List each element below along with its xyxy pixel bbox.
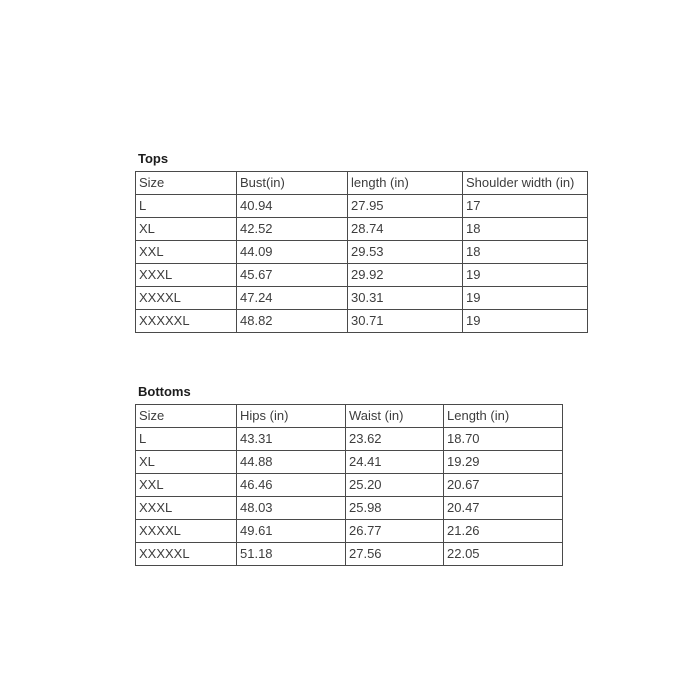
table-row <box>136 218 588 241</box>
table-cell: XL <box>136 218 237 241</box>
table-row <box>136 241 588 264</box>
table-header-row <box>136 172 588 195</box>
column-header: Size <box>136 405 237 428</box>
table-cell: 18 <box>463 241 588 264</box>
table-cell: XXXXL <box>136 520 237 543</box>
table-cell: 51.18 <box>237 543 346 566</box>
table-cell: 19 <box>463 287 588 310</box>
table-cell: L <box>136 428 237 451</box>
table-cell: 21.26 <box>444 520 563 543</box>
table-cell: 18.70 <box>444 428 563 451</box>
table-cell: 27.56 <box>346 543 444 566</box>
table-cell: 18 <box>463 218 588 241</box>
table-cell: 44.09 <box>237 241 348 264</box>
table-cell: 47.24 <box>237 287 348 310</box>
table-cell: 30.31 <box>348 287 463 310</box>
table-cell: XXXXXL <box>136 543 237 566</box>
table-cell: 44.88 <box>237 451 346 474</box>
table-row <box>136 543 563 566</box>
column-header: Size <box>136 172 237 195</box>
table-cell: L <box>136 195 237 218</box>
table-cell: 26.77 <box>346 520 444 543</box>
table-cell: XXXXXL <box>136 310 237 333</box>
table-cell: 29.92 <box>348 264 463 287</box>
table-header-row <box>136 405 563 428</box>
table-cell: 40.94 <box>237 195 348 218</box>
bottoms-title: Bottoms <box>138 384 191 399</box>
column-header: Length (in) <box>444 405 563 428</box>
column-header: length (in) <box>348 172 463 195</box>
table-cell: 28.74 <box>348 218 463 241</box>
table-row <box>136 520 563 543</box>
table-cell: 24.41 <box>346 451 444 474</box>
table-cell: XXL <box>136 241 237 264</box>
table-cell: XXL <box>136 474 237 497</box>
table-cell: 25.98 <box>346 497 444 520</box>
table-row <box>136 497 563 520</box>
table-cell: 27.95 <box>348 195 463 218</box>
table-row <box>136 195 588 218</box>
column-header: Shoulder width (in) <box>463 172 588 195</box>
table-row <box>136 428 563 451</box>
table-cell: 29.53 <box>348 241 463 264</box>
table-cell: 22.05 <box>444 543 563 566</box>
table-row <box>136 451 563 474</box>
table-cell: 43.31 <box>237 428 346 451</box>
table-cell: 19 <box>463 264 588 287</box>
bottoms-section <box>135 384 563 566</box>
table-row <box>136 264 588 287</box>
table-cell: 23.62 <box>346 428 444 451</box>
table-cell: 48.82 <box>237 310 348 333</box>
table-cell: XXXXL <box>136 287 237 310</box>
table-cell: XL <box>136 451 237 474</box>
table-cell: 19.29 <box>444 451 563 474</box>
table-cell: XXXL <box>136 497 237 520</box>
tops-title: Tops <box>138 151 169 166</box>
bottoms-size-table <box>135 404 563 566</box>
column-header: Bust(in) <box>237 172 348 195</box>
table-cell: XXXL <box>136 264 237 287</box>
column-header: Hips (in) <box>237 405 346 428</box>
table-cell: 25.20 <box>346 474 444 497</box>
table-cell: 46.46 <box>237 474 346 497</box>
column-header: Waist (in) <box>346 405 444 428</box>
table-cell: 49.61 <box>237 520 346 543</box>
tops-size-table <box>135 171 588 333</box>
table-cell: 19 <box>463 310 588 333</box>
table-row <box>136 474 563 497</box>
table-cell: 17 <box>463 195 588 218</box>
table-row <box>136 287 588 310</box>
table-cell: 42.52 <box>237 218 348 241</box>
table-cell: 48.03 <box>237 497 346 520</box>
table-cell: 45.67 <box>237 264 348 287</box>
tops-section <box>135 151 588 333</box>
table-row <box>136 310 588 333</box>
table-cell: 30.71 <box>348 310 463 333</box>
table-cell: 20.67 <box>444 474 563 497</box>
table-cell: 20.47 <box>444 497 563 520</box>
